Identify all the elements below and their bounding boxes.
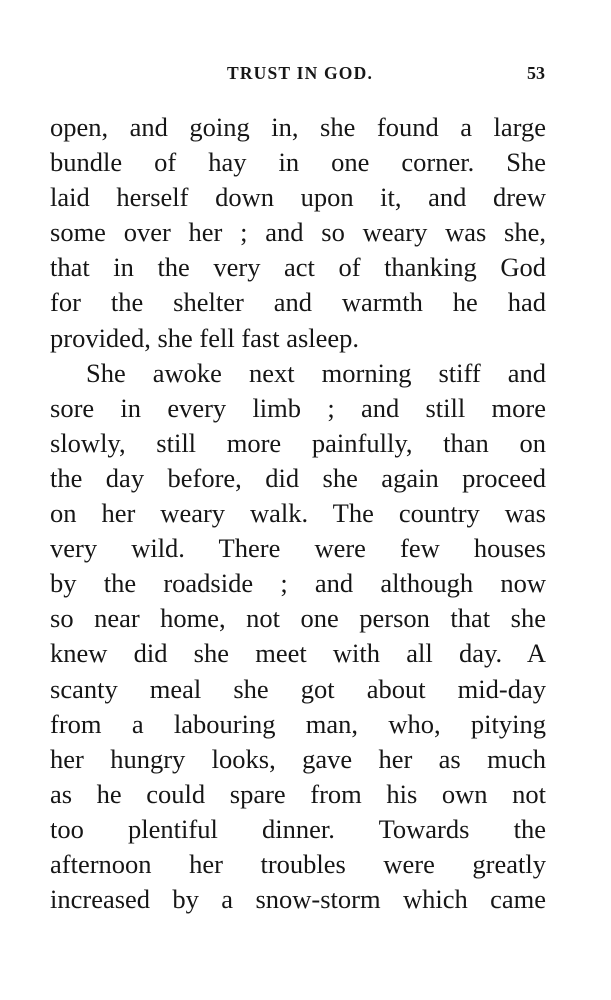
text-line: as he could spare from his own not [50, 778, 546, 809]
text-line: on her weary walk. The country was [50, 498, 546, 529]
text-line: bundle of hay in one corner. She [50, 147, 546, 178]
text-line: open, and going in, she found a large [50, 112, 546, 142]
running-title: TRUST IN GOD. [226, 63, 374, 83]
text-line: scanty meal she got about mid-day [50, 673, 546, 704]
text-line: laid herself down upon it, and drew [50, 182, 546, 213]
text-line: She awoke next morning stiff and [86, 357, 546, 388]
text-line: too plentiful dinner. Towards the [50, 813, 546, 844]
text-line: for the shelter and warmth he had [50, 287, 546, 318]
text-line: by the roadside ; and although now [50, 568, 546, 599]
text-line: so near home, not one person that she [50, 603, 546, 634]
text-line: the day before, did she again proceed [50, 462, 546, 493]
page-number: 53 [527, 63, 545, 83]
text-line: that in the very act of thanking God [50, 252, 546, 283]
text-line: from a labouring man, who, pitying [50, 708, 546, 739]
text-line: her hungry looks, gave her as much [50, 743, 546, 774]
text-line: sore in every limb ; and still more [50, 392, 546, 423]
text-line: some over her ; and so weary was she, [50, 217, 546, 248]
running-head [0, 56, 611, 90]
body-text [50, 110, 546, 917]
text-line: increased by a snow-storm which came [50, 884, 546, 915]
text-line: knew did she meet with all day. A [50, 638, 546, 669]
text-line: very wild. There were few houses [50, 533, 546, 564]
text-line: provided, she fell fast asleep. [50, 322, 360, 353]
text-line: slowly, still more painfully, than on [50, 427, 546, 458]
text-line: afternoon her troubles were greatly [50, 848, 546, 879]
